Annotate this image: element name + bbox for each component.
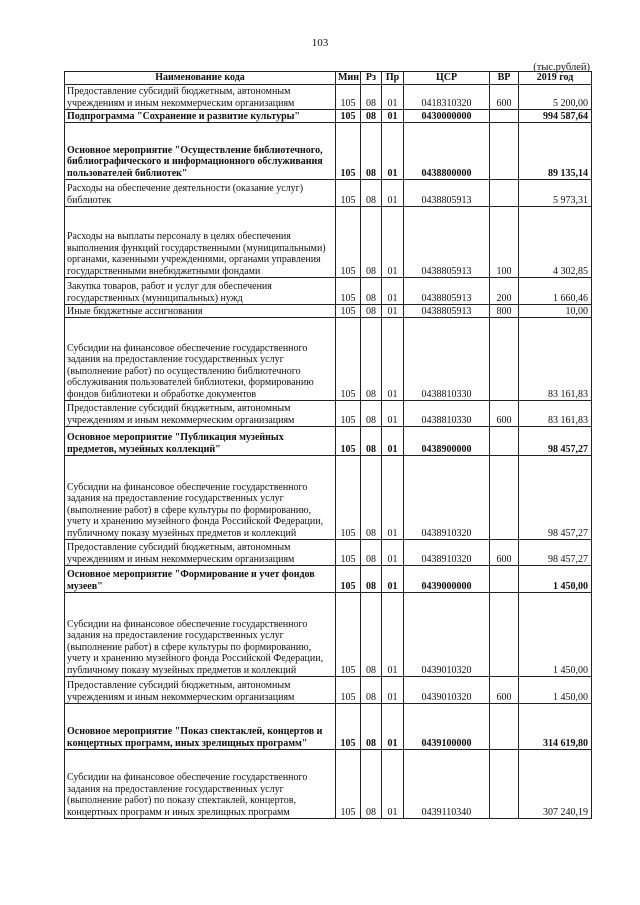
row-csr: 0439100000 [404,704,490,750]
row-csr: 0438805913 [404,207,490,278]
row-csr: 0439010320 [404,677,490,704]
table-row [65,704,592,750]
row-pr: 01 [382,305,404,318]
row-csr: 0438910320 [404,540,490,566]
units-label: (тыс.рублей) [533,62,590,73]
row-min: 105 [336,123,361,180]
row-rz: 08 [361,318,382,401]
row-vr [490,566,519,593]
row-pr: 01 [382,427,404,456]
row-name: Субсидии на финансовое обеспечение государственного задания на предоставление государственных услуг (выполнение работ) в сфере культуры по формированию, учету и хранению музейного фонда Российской Федерации, публичному показу музейных предметов и коллекций [65,456,336,540]
row-name: Основное мероприятие "Показ спектаклей, концертов и концертных программ, иных зрелищных программ" [65,704,336,750]
row-amount: 994 587,64 [519,110,592,123]
budget-table [64,71,592,819]
row-name: Предоставление субсидий бюджетным, автономным учреждениям и иным некоммерческим организациям [65,677,336,704]
row-pr: 01 [382,318,404,401]
table-row [65,180,592,207]
row-vr: 600 [490,401,519,427]
row-csr: 0438805913 [404,305,490,318]
table-row [65,566,592,593]
row-name: Расходы на обеспечение деятельности (оказание услуг) библиотек [65,180,336,207]
row-amount: 1 450,00 [519,566,592,593]
table-row [65,305,592,318]
row-min: 105 [336,750,361,819]
row-csr: 0418310320 [404,85,490,110]
row-pr: 01 [382,123,404,180]
table-row [65,750,592,819]
row-name: Иные бюджетные ассигнования [65,305,336,318]
row-amount: 83 161,83 [519,318,592,401]
row-amount: 1 450,00 [519,593,592,677]
col-header-min: Мин [336,72,361,85]
row-min: 105 [336,704,361,750]
table-row [65,593,592,677]
row-vr [490,593,519,677]
row-name: Основное мероприятие "Публикация музейных предметов, музейных коллекций" [65,427,336,456]
row-vr [490,123,519,180]
row-amount: 4 302,85 [519,207,592,278]
row-rz: 08 [361,207,382,278]
row-csr: 0430000000 [404,110,490,123]
row-vr: 600 [490,540,519,566]
row-min: 105 [336,318,361,401]
row-min: 105 [336,278,361,305]
table-body [65,85,592,819]
table-row [65,207,592,278]
row-min: 105 [336,566,361,593]
table-header-row [65,72,592,85]
row-min: 105 [336,110,361,123]
row-name: Основное мероприятие "Формирование и учет фондов музеев" [65,566,336,593]
row-min: 105 [336,207,361,278]
row-name: Предоставление субсидий бюджетным, автономным учреждениям и иным некоммерческим организациям [65,85,336,110]
row-csr: 0438910320 [404,456,490,540]
row-rz: 08 [361,456,382,540]
row-amount: 98 457,27 [519,427,592,456]
table-row [65,401,592,427]
row-amount: 314 619,80 [519,704,592,750]
row-vr [490,180,519,207]
row-pr: 01 [382,704,404,750]
row-amount: 83 161,83 [519,401,592,427]
row-csr: 0438800000 [404,123,490,180]
row-pr: 01 [382,207,404,278]
row-rz: 08 [361,85,382,110]
row-pr: 01 [382,180,404,207]
row-rz: 08 [361,401,382,427]
row-amount: 5 973,31 [519,180,592,207]
table-row [65,540,592,566]
row-min: 105 [336,593,361,677]
row-vr: 800 [490,305,519,318]
row-rz: 08 [361,305,382,318]
row-amount: 1 450,00 [519,677,592,704]
page-number: 103 [311,37,329,49]
row-pr: 01 [382,750,404,819]
row-rz: 08 [361,566,382,593]
row-vr [490,704,519,750]
row-rz: 08 [361,704,382,750]
row-vr [490,456,519,540]
row-name: Предоставление субсидий бюджетным, автономным учреждениям и иным некоммерческим организациям [65,540,336,566]
row-amount: 1 660,46 [519,278,592,305]
row-pr: 01 [382,677,404,704]
row-name: Подпрограмма "Сохранение и развитие культуры" [65,110,336,123]
col-header-year: 2019 год [519,72,592,85]
row-vr [490,110,519,123]
row-name: Предоставление субсидий бюджетным, автономным учреждениям и иным некоммерческим организациям [65,401,336,427]
row-amount: 307 240,19 [519,750,592,819]
table-row [65,85,592,110]
row-name: Расходы на выплаты персоналу в целях обеспечения выполнения функций государственными (муниципальными) органами, казенными учреждениями, органами управления государственными внебюджетными фондами [65,207,336,278]
row-csr: 0439000000 [404,566,490,593]
row-rz: 08 [361,427,382,456]
col-header-csr: ЦСР [404,72,490,85]
row-csr: 0438810330 [404,401,490,427]
row-rz: 08 [361,278,382,305]
row-name: Закупка товаров, работ и услуг для обеспечения государственных (муниципальных) нужд [65,278,336,305]
row-pr: 01 [382,566,404,593]
row-rz: 08 [361,677,382,704]
row-name: Основное мероприятие "Осуществление библиотечного, библиографического и информационного обслуживания пользователей библиотек" [65,123,336,180]
table-row [65,456,592,540]
row-rz: 08 [361,180,382,207]
row-vr [490,750,519,819]
table-row [65,110,592,123]
table-row [65,677,592,704]
row-amount: 89 135,14 [519,123,592,180]
row-csr: 0438810330 [404,318,490,401]
row-vr: 600 [490,85,519,110]
row-min: 105 [336,677,361,704]
row-name: Субсидии на финансовое обеспечение государственного задания на предоставление государственных услуг (выполнение работ) в сфере культуры по формированию, учету и хранению музейного фонда Российской Федерации, публичному показу музейных предметов и коллекций [65,593,336,677]
row-min: 105 [336,305,361,318]
row-amount: 10,00 [519,305,592,318]
col-header-rz: Рз [361,72,382,85]
row-name: Субсидии на финансовое обеспечение государственного задания на предоставление государственных услуг (выполнение работ) по показу спектаклей, концертов, концертных программ и иных зрелищных программ [65,750,336,819]
row-pr: 01 [382,85,404,110]
row-amount: 98 457,27 [519,540,592,566]
row-csr: 0439110340 [404,750,490,819]
row-pr: 01 [382,110,404,123]
table-row [65,123,592,180]
row-rz: 08 [361,593,382,677]
col-header-vr: ВР [490,72,519,85]
row-vr [490,427,519,456]
row-rz: 08 [361,540,382,566]
table-row [65,318,592,401]
table-row [65,278,592,305]
row-csr: 0438805913 [404,180,490,207]
row-vr: 100 [490,207,519,278]
row-rz: 08 [361,123,382,180]
row-vr [490,318,519,401]
row-name: Субсидии на финансовое обеспечение государственного задания на предоставление государственных услуг (выполнение работ) по осуществлению библиотечного обслуживания пользователей библиотеки, формированию фондов библиотеки и обработке документов [65,318,336,401]
row-min: 105 [336,85,361,110]
row-vr: 200 [490,278,519,305]
row-min: 105 [336,540,361,566]
row-rz: 08 [361,750,382,819]
row-pr: 01 [382,456,404,540]
row-pr: 01 [382,401,404,427]
table-row [65,427,592,456]
row-csr: 0438805913 [404,278,490,305]
row-csr: 0438900000 [404,427,490,456]
row-pr: 01 [382,278,404,305]
row-rz: 08 [361,110,382,123]
col-header-pr: Пр [382,72,404,85]
col-header-name: Наименование кода [65,72,336,85]
row-amount: 5 200,00 [519,85,592,110]
row-vr: 600 [490,677,519,704]
row-min: 105 [336,456,361,540]
row-min: 105 [336,427,361,456]
row-pr: 01 [382,540,404,566]
row-min: 105 [336,401,361,427]
row-pr: 01 [382,593,404,677]
row-min: 105 [336,180,361,207]
row-csr: 0439010320 [404,593,490,677]
row-amount: 98 457,27 [519,456,592,540]
